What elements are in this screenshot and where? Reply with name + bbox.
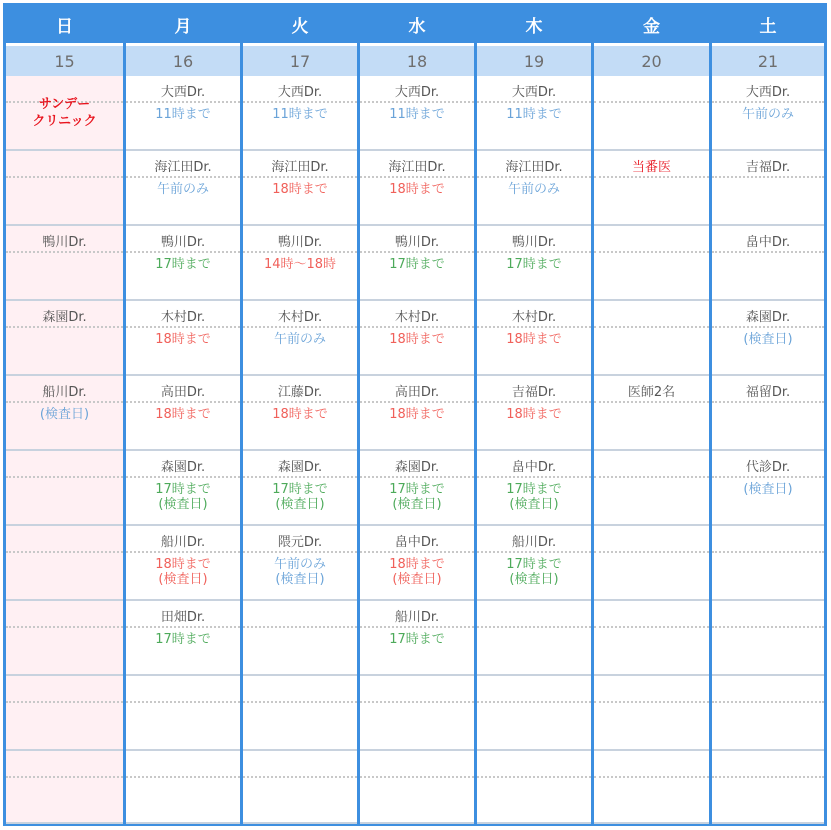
slot-divider	[712, 751, 824, 778]
weekday-header: 火	[243, 6, 357, 43]
slot-divider	[360, 751, 474, 778]
day-column	[126, 6, 240, 823]
slot-divider	[594, 526, 709, 553]
doctor-name: 海江田Dr.	[271, 160, 329, 175]
schedule-slot[interactable]	[126, 226, 240, 301]
hours-note: 11時まで	[272, 107, 328, 122]
schedule-slot[interactable]	[360, 151, 474, 226]
hours-note: 17時まで	[389, 257, 445, 272]
slot-divider	[477, 601, 591, 628]
schedule-slot[interactable]	[126, 376, 240, 451]
slot-divider	[6, 451, 123, 478]
schedule-slot[interactable]	[712, 151, 824, 226]
schedule-slot[interactable]	[477, 76, 591, 151]
schedule-slot[interactable]	[6, 301, 123, 376]
doctor-name: 船川Dr.	[42, 385, 87, 400]
schedule-slot[interactable]	[594, 676, 709, 751]
schedule-slot[interactable]	[360, 526, 474, 601]
date-cell: 20	[594, 46, 709, 76]
schedule-slot[interactable]	[243, 676, 357, 751]
doctor-name: 木村Dr.	[394, 310, 440, 325]
date-cell: 19	[477, 46, 591, 76]
doctor-name: 高田Dr.	[160, 385, 206, 400]
hours-note: 17時まで (検査日)	[155, 482, 211, 512]
hours-note: 18時まで	[506, 407, 562, 422]
hours-note: 18時まで	[272, 182, 328, 197]
weekday-header: 金	[594, 6, 709, 43]
day-column	[712, 6, 824, 823]
doctor-name: 鴨川Dr.	[277, 235, 323, 250]
slot-divider	[594, 601, 709, 628]
schedule-slot[interactable]	[243, 151, 357, 226]
schedule-slot[interactable]	[477, 301, 591, 376]
doctor-name: 海江田Dr.	[154, 160, 212, 175]
weekly-schedule-calendar	[3, 3, 827, 826]
hours-note: 午前のみ	[273, 332, 326, 347]
weekday-header: 木	[477, 6, 591, 43]
doctor-name: 船川Dr.	[394, 610, 440, 625]
slot-divider	[360, 676, 474, 703]
date-cell: 18	[360, 46, 474, 76]
slot-divider	[594, 451, 709, 478]
schedule-slot[interactable]	[712, 676, 824, 751]
doctor-name: 福留Dr.	[745, 385, 791, 400]
schedule-slot[interactable]	[243, 301, 357, 376]
hours-note: 17時まで (検査日)	[272, 482, 328, 512]
weekday-header: 日	[6, 6, 123, 43]
schedule-slot[interactable]	[477, 526, 591, 601]
hours-note: 18時まで	[155, 332, 211, 347]
slot-divider	[477, 751, 591, 778]
hours-note: (検査日)	[39, 407, 90, 422]
slot-divider	[243, 751, 357, 778]
schedule-slot[interactable]	[594, 76, 709, 151]
sunday-clinic-label: サンデー クリニック	[32, 97, 97, 129]
doctor-name: 船川Dr.	[511, 535, 557, 550]
doctor-name: 畠中Dr.	[745, 235, 791, 250]
slot-divider	[6, 676, 123, 703]
doctor-name: 大西Dr.	[277, 85, 323, 100]
schedule-slot[interactable]	[243, 76, 357, 151]
schedule-slot[interactable]	[6, 451, 123, 526]
day-body	[126, 76, 240, 823]
schedule-slot[interactable]	[594, 226, 709, 301]
schedule-slot[interactable]	[126, 751, 240, 824]
slot-divider	[594, 301, 709, 328]
day-column	[360, 6, 474, 823]
doctor-name: 森園Dr.	[160, 460, 206, 475]
doctor-name: 鴨川Dr.	[160, 235, 206, 250]
doctor-name: 大西Dr.	[511, 85, 557, 100]
schedule-slot[interactable]	[126, 76, 240, 151]
slot-divider	[712, 601, 824, 628]
schedule-slot[interactable]	[712, 451, 824, 526]
schedule-slot[interactable]	[477, 451, 591, 526]
schedule-slot[interactable]	[126, 151, 240, 226]
schedule-slot[interactable]	[594, 526, 709, 601]
schedule-slot[interactable]	[243, 751, 357, 824]
doctor-name: 木村Dr.	[277, 310, 323, 325]
doctor-name: 代診Dr.	[745, 460, 791, 475]
hours-note: 午前のみ	[741, 107, 794, 122]
schedule-slot[interactable]	[594, 301, 709, 376]
schedule-slot[interactable]	[712, 751, 824, 824]
hours-note: 18時まで	[155, 407, 211, 422]
schedule-slot[interactable]	[6, 751, 123, 824]
schedule-slot[interactable]	[360, 76, 474, 151]
hours-note: 18時まで	[272, 407, 328, 422]
schedule-slot[interactable]	[477, 151, 591, 226]
hours-note: 14時〜18時	[263, 257, 337, 272]
day-body	[6, 76, 123, 823]
doctor-name: 鴨川Dr.	[394, 235, 440, 250]
day-body	[477, 76, 591, 823]
hours-note: 11時まで	[506, 107, 562, 122]
schedule-slot[interactable]	[712, 526, 824, 601]
slot-divider	[6, 151, 123, 178]
on-duty-label: 当番医	[631, 160, 671, 175]
schedule-slot[interactable]	[126, 526, 240, 601]
day-body	[243, 76, 357, 823]
doctor-name: 船川Dr.	[160, 535, 206, 550]
doctor-name: 畠中Dr.	[394, 535, 440, 550]
slot-divider	[126, 751, 240, 778]
hours-note: 17時まで (検査日)	[506, 557, 562, 587]
hours-note: (検査日)	[743, 482, 793, 497]
schedule-slot[interactable]	[712, 601, 824, 676]
schedule-slot[interactable]	[6, 526, 123, 601]
schedule-slot[interactable]	[360, 451, 474, 526]
schedule-slot[interactable]	[712, 76, 824, 151]
doctor-name: 高田Dr.	[394, 385, 440, 400]
schedule-slot[interactable]	[712, 226, 824, 301]
hours-note: 17時まで	[155, 257, 211, 272]
schedule-slot[interactable]	[6, 76, 123, 151]
hours-note: 午前のみ (検査日)	[273, 557, 326, 587]
hours-note: (検査日)	[743, 332, 793, 347]
doctor-name: 大西Dr.	[160, 85, 206, 100]
slot-divider	[477, 676, 591, 703]
hours-note: 17時まで	[506, 257, 562, 272]
slot-divider	[6, 526, 123, 553]
day-column	[594, 6, 709, 823]
hours-note: 11時まで	[155, 107, 211, 122]
doctor-name: 大西Dr.	[745, 85, 791, 100]
schedule-slot[interactable]	[126, 451, 240, 526]
doctor-name: 医師2名	[627, 385, 676, 400]
hours-note: 11時まで	[389, 107, 445, 122]
slot-divider	[594, 676, 709, 703]
schedule-slot[interactable]	[360, 751, 474, 824]
doctor-name: 海江田Dr.	[505, 160, 563, 175]
schedule-slot[interactable]	[126, 301, 240, 376]
doctor-name: 海江田Dr.	[388, 160, 446, 175]
hours-note: 18時まで (検査日)	[389, 557, 445, 587]
slot-divider	[243, 601, 357, 628]
hours-note: 17時まで (検査日)	[389, 482, 445, 512]
doctor-name: 江藤Dr.	[277, 385, 323, 400]
schedule-slot[interactable]	[6, 601, 123, 676]
schedule-slot[interactable]	[243, 601, 357, 676]
schedule-slot[interactable]	[6, 226, 123, 301]
day-column	[477, 6, 591, 823]
hours-note: 午前のみ	[507, 182, 560, 197]
doctor-name: 森園Dr.	[745, 310, 791, 325]
day-body	[712, 76, 824, 823]
slot-divider	[126, 676, 240, 703]
schedule-slot[interactable]	[594, 601, 709, 676]
schedule-slot[interactable]	[360, 676, 474, 751]
date-cell: 21	[712, 46, 824, 76]
doctor-name: 大西Dr.	[394, 85, 440, 100]
hours-note: 18時まで	[389, 182, 445, 197]
schedule-slot[interactable]	[594, 451, 709, 526]
schedule-slot[interactable]	[243, 226, 357, 301]
weekday-header: 月	[126, 6, 240, 43]
schedule-slot[interactable]	[712, 301, 824, 376]
schedule-slot[interactable]	[477, 601, 591, 676]
doctor-name: 畠中Dr.	[511, 460, 557, 475]
doctor-name: 森園Dr.	[277, 460, 323, 475]
schedule-slot[interactable]	[360, 376, 474, 451]
weekday-header: 水	[360, 6, 474, 43]
hours-note: 18時まで	[506, 332, 562, 347]
slot-divider	[243, 676, 357, 703]
hours-note: 18時まで (検査日)	[155, 557, 211, 587]
slot-divider	[712, 526, 824, 553]
schedule-slot[interactable]	[594, 151, 709, 226]
doctor-name: 吉福Dr.	[745, 160, 791, 175]
slot-divider	[594, 76, 709, 103]
schedule-slot[interactable]	[594, 376, 709, 451]
hours-note: 17時まで	[155, 632, 211, 647]
hours-note: 18時まで	[389, 332, 445, 347]
date-cell: 16	[126, 46, 240, 76]
doctor-name: 隈元Dr.	[277, 535, 323, 550]
date-cell: 17	[243, 46, 357, 76]
schedule-slot[interactable]	[6, 676, 123, 751]
schedule-slot[interactable]	[6, 151, 123, 226]
slot-divider	[712, 676, 824, 703]
day-column	[6, 6, 123, 823]
schedule-slot[interactable]	[477, 376, 591, 451]
slot-divider	[594, 226, 709, 253]
doctor-name: 鴨川Dr.	[511, 235, 557, 250]
doctor-name: 森園Dr.	[394, 460, 440, 475]
schedule-slot[interactable]	[712, 376, 824, 451]
doctor-name: 吉福Dr.	[511, 385, 557, 400]
schedule-slot[interactable]	[126, 676, 240, 751]
schedule-slot[interactable]	[594, 751, 709, 824]
day-body	[594, 76, 709, 823]
hours-note: 17時まで (検査日)	[506, 482, 562, 512]
schedule-slot[interactable]	[360, 226, 474, 301]
slot-divider	[6, 601, 123, 628]
schedule-slot[interactable]	[243, 526, 357, 601]
slot-divider	[6, 751, 123, 778]
schedule-slot[interactable]	[360, 301, 474, 376]
doctor-name: 田畑Dr.	[160, 610, 206, 625]
doctor-name: 鴨川Dr.	[42, 235, 87, 250]
doctor-name: 木村Dr.	[160, 310, 206, 325]
hours-note: 18時まで	[389, 407, 445, 422]
date-cell: 15	[6, 46, 123, 76]
slot-divider	[594, 751, 709, 778]
schedule-slot[interactable]	[6, 376, 123, 451]
schedule-slot[interactable]	[360, 601, 474, 676]
schedule-slot[interactable]	[477, 676, 591, 751]
hours-note: 17時まで	[389, 632, 445, 647]
weekday-header: 土	[712, 6, 824, 43]
schedule-slot[interactable]	[243, 376, 357, 451]
doctor-name: 木村Dr.	[511, 310, 557, 325]
day-column	[243, 6, 357, 823]
doctor-name: 森園Dr.	[42, 310, 87, 325]
schedule-slot[interactable]	[126, 601, 240, 676]
schedule-slot[interactable]	[243, 451, 357, 526]
schedule-slot[interactable]	[477, 751, 591, 824]
hours-note: 午前のみ	[156, 182, 209, 197]
day-body	[360, 76, 474, 823]
schedule-slot[interactable]	[477, 226, 591, 301]
